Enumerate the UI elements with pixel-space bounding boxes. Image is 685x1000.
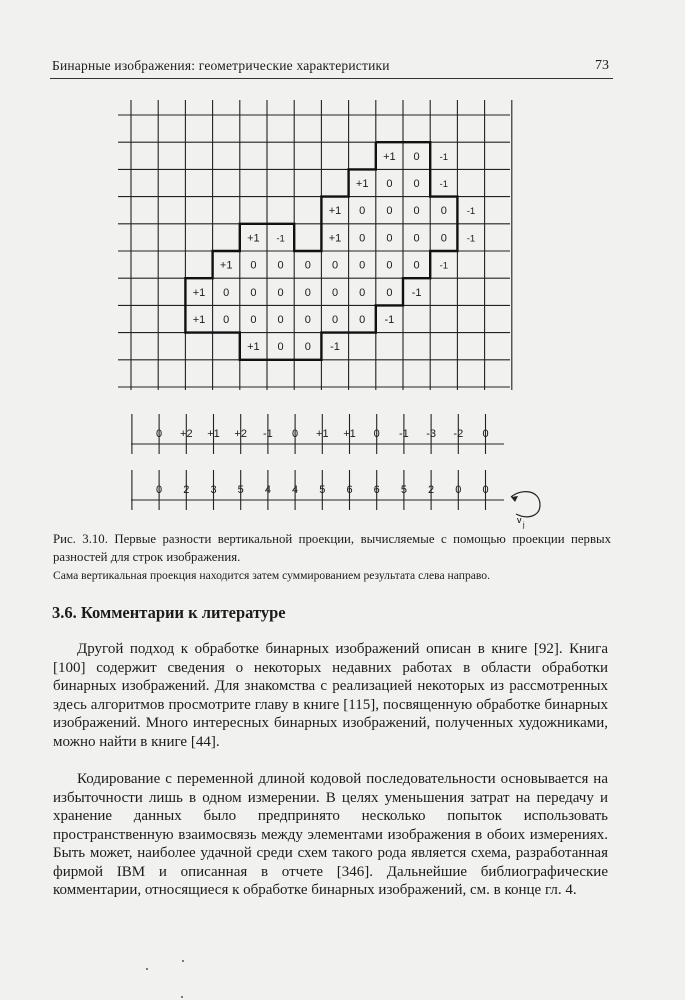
grid-cell-label: 0 [250, 259, 257, 272]
grid-cell-label: +1 [192, 314, 206, 326]
projection-strip [131, 470, 504, 510]
grid-cell-label: -1 [466, 206, 476, 218]
projection-value: 3 [210, 484, 217, 496]
scan-speck [182, 960, 184, 962]
running-head: Бинарные изображения: геометрические характеристики [52, 58, 390, 73]
grid-cell-label: 0 [386, 286, 393, 299]
section-title: 3.6. Комментарии к литературе [52, 603, 286, 622]
grid-cell-label: +1 [328, 205, 342, 218]
grid-cell-label: -1 [439, 260, 449, 272]
grid-cell-label: 0 [277, 286, 284, 299]
grid-cell-label: -1 [276, 233, 285, 245]
grid-cell-label: 0 [386, 259, 393, 272]
grid-cell-label: 0 [331, 314, 339, 326]
difference-value: +2 [234, 428, 247, 440]
projection-value: 5 [400, 484, 407, 496]
grid-cell-label: 0 [250, 286, 257, 299]
difference-value: 0 [373, 428, 380, 440]
grid-cell-label: 0 [359, 205, 366, 218]
grid-cell-label: 0 [386, 178, 393, 190]
grid-cell-label: 0 [413, 259, 420, 272]
grid-cell-label: 0 [359, 314, 366, 326]
paragraph: Другой подход к обработке бинарных изображений описан в книге [92]. Книга [100] содержит сведения о некоторых недавних работах в области обработки бинарных изображений. Для знакомства с реализацией некоторых из рассмотренных здесь алгоритмов просмотрите главу в книге [115], посвященную обработке бинарных изображений. Много интересных бинарных изображений, полученных художниками, можно найти в книге [44]. [53, 641, 608, 750]
grid-cell-label: -1 [466, 233, 476, 245]
scan-speck [146, 968, 148, 970]
grid-cell-label: 0 [386, 232, 393, 245]
page-number: 73 [595, 58, 609, 73]
image-grid [118, 100, 512, 390]
difference-value: +1 [316, 428, 329, 440]
grid-cell-label: 0 [413, 205, 420, 218]
projection-value: 2 [428, 484, 435, 496]
grid-cell-label: +1 [383, 150, 396, 163]
figure-caption-note: Сама вертикальная проекция находится затем суммированием результата слева направо. [53, 569, 490, 582]
difference-value: 0 [482, 428, 489, 440]
projection-value: 4 [264, 484, 271, 496]
grid-cell-label: 0 [277, 259, 284, 272]
grid-cell-label: 0 [359, 232, 366, 245]
grid-cell-label: 0 [304, 286, 311, 299]
projection-value: 0 [455, 484, 462, 496]
difference-value: -1 [399, 428, 409, 440]
difference-value: +2 [180, 428, 193, 440]
paragraph: Кодирование с переменной длиной кодовой последовательности основывается на избыточности лишь в одном измерении. В целях уменьшения затрат на передачу и хранение данных было предпринято несколько попыток использовать пространственную взаимосвязь между элементами изображения в обоих измерениях. Быть может, наиболее удачной среди схем такого рода является схема, разработанная фирмой IBM и описанная в отчете [346]. Дальнейшие библиографические комментарии, относящиеся к обработке бинарных изображений, см. в конце гл. 4. [53, 771, 608, 898]
grid-cell-label: 0 [440, 205, 447, 218]
grid-cell-label: -1 [330, 341, 340, 354]
grid-cell-label: +1 [219, 259, 233, 272]
difference-strip [131, 414, 504, 454]
grid-cell-label: 0 [304, 314, 311, 326]
projection-label-sub: j [523, 522, 525, 529]
grid-cell-label: 0 [331, 286, 339, 299]
projection-value: 2 [183, 484, 190, 496]
difference-value: +1 [343, 428, 356, 440]
grid-cell-label: 0 [277, 314, 284, 326]
grid-cell-label: 0 [304, 259, 311, 272]
projection-value: 5 [319, 484, 326, 496]
grid-cell-label: +1 [328, 232, 342, 245]
grid-cell-label: 0 [331, 259, 339, 272]
difference-value: 0 [156, 428, 163, 440]
grid-cell-label: 0 [223, 314, 230, 326]
projection-value: 4 [292, 484, 299, 496]
grid-cell-label: 0 [413, 178, 420, 190]
projection-value: 0 [482, 484, 489, 496]
figure-caption: Рис. 3.10. Первые разности вертикальной проекции, вычисляемые с помощью проекции первых разностей для строк изображения. [53, 532, 611, 564]
grid-cell-label: -1 [384, 314, 395, 326]
projection-value: 0 [156, 484, 163, 496]
grid-cell-label: 0 [359, 286, 366, 299]
grid-cell-label: 0 [250, 314, 257, 326]
summation-arrow [511, 492, 540, 529]
grid-cell-label: 0 [223, 286, 230, 299]
difference-value: 0 [292, 428, 299, 440]
difference-value: -1 [263, 428, 273, 440]
projection-label: v [517, 515, 522, 525]
projection-value: 6 [373, 484, 380, 496]
scan-speck [181, 996, 183, 998]
grid-cell-label: 0 [304, 341, 311, 354]
grid-cell-label: +1 [247, 341, 260, 354]
grid-cell-label: 0 [277, 341, 284, 354]
grid-cell-label: 0 [359, 259, 366, 272]
grid-cell-label: 0 [440, 232, 447, 245]
grid-cell-label: 0 [413, 232, 420, 245]
grid-cell-label: +1 [355, 178, 369, 190]
grid-cell-label: +1 [247, 232, 260, 245]
difference-value: +1 [207, 428, 220, 440]
projection-value: 6 [346, 484, 353, 496]
grid-cell-label: -1 [411, 286, 422, 299]
difference-value: -2 [453, 428, 464, 440]
grid-cell-label: -1 [439, 179, 449, 190]
grid-cell-label: +1 [192, 286, 206, 299]
grid-cell-label: -1 [439, 151, 449, 163]
grid-cell-label: 0 [413, 150, 420, 163]
grid-cell-label: 0 [386, 205, 393, 218]
difference-value: -3 [426, 428, 436, 440]
projection-value: 5 [237, 484, 244, 496]
